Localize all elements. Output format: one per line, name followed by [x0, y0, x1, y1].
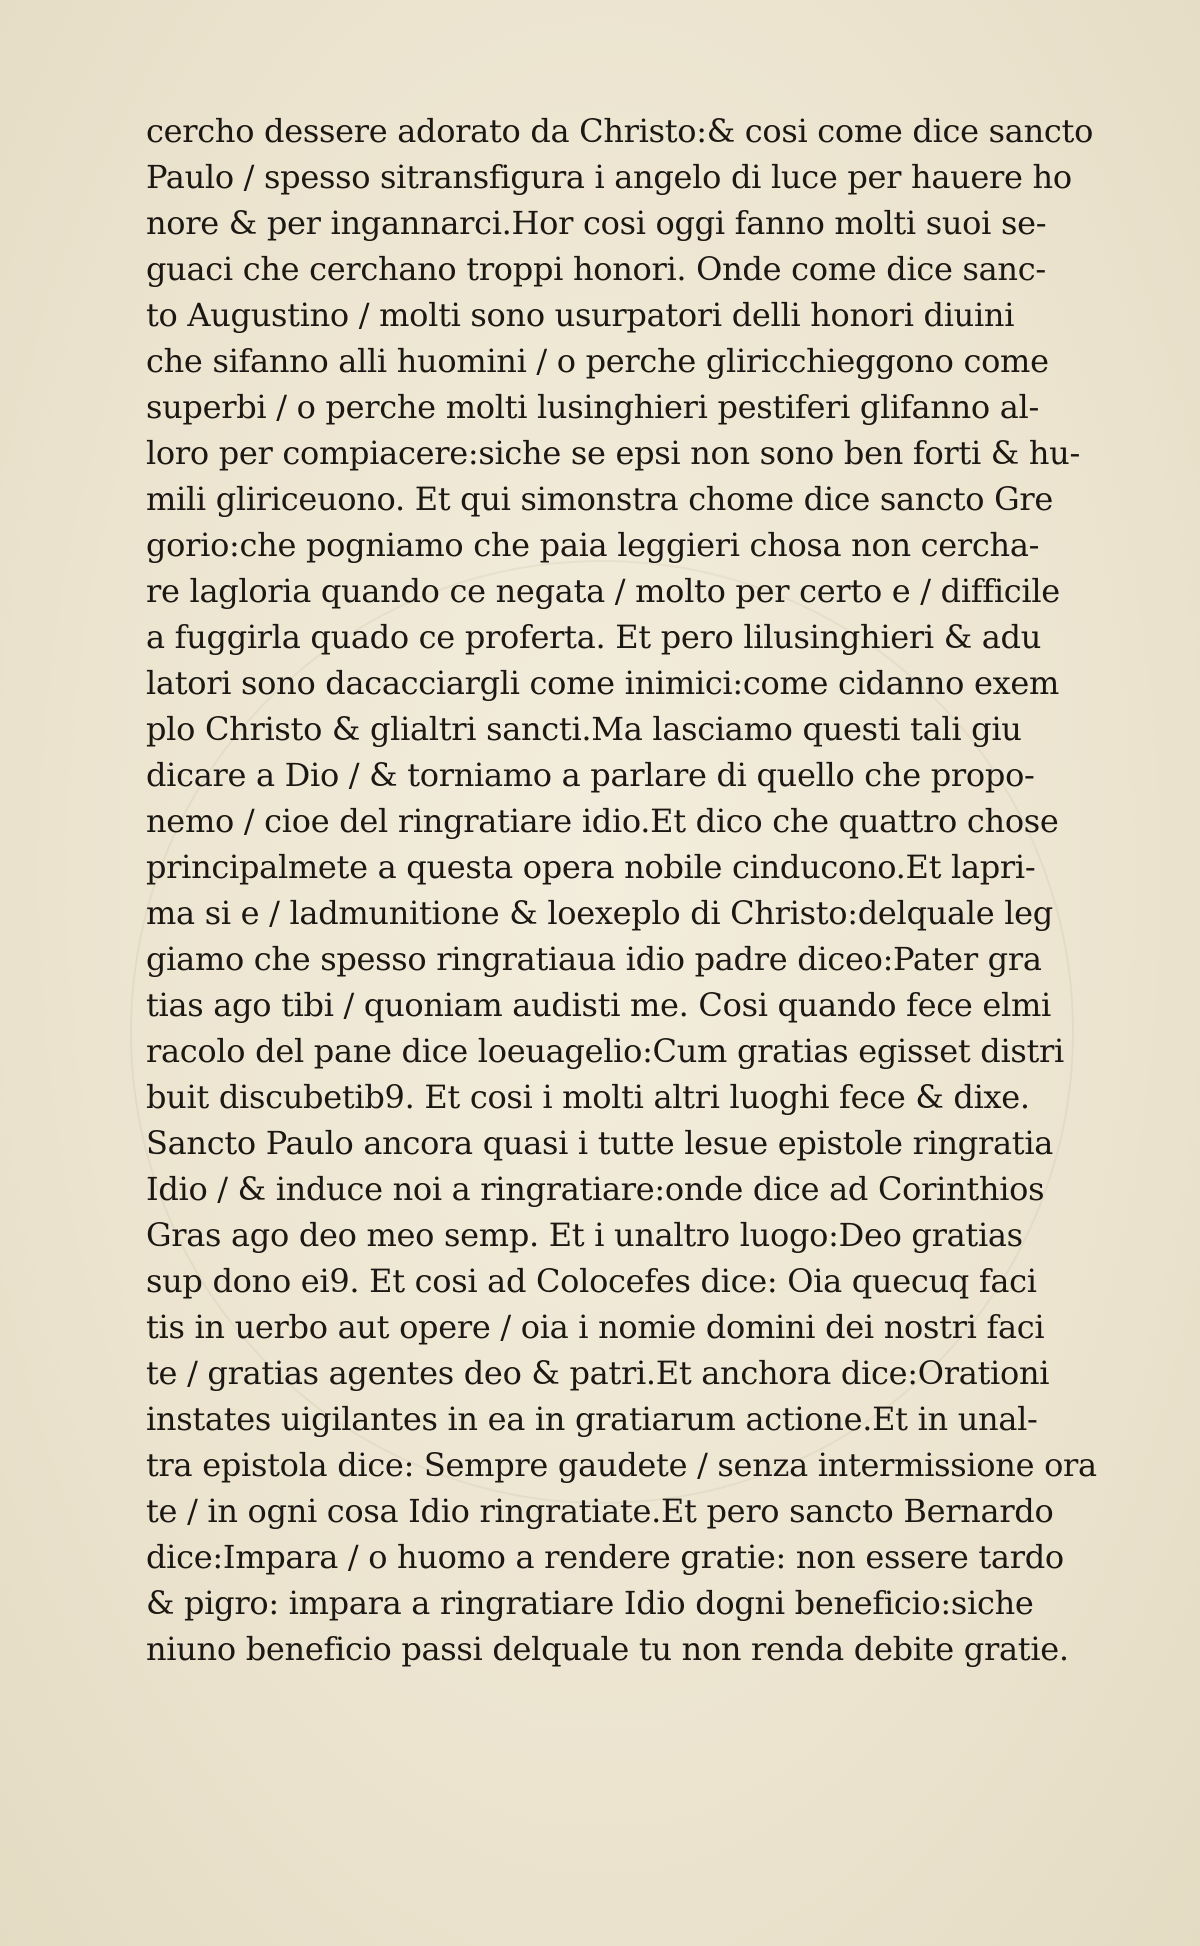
text-line: plo Christo & glialtri sancti.Ma lasciamo questi tali giu — [146, 710, 1022, 748]
text-line: te / in ogni cosa Idio ringratiate.Et pero sancto Bernardo — [146, 1492, 1054, 1530]
text-line: che sifanno alli huomini / o perche gliricchieggono come — [146, 342, 1049, 380]
text-line: re lagloria quando ce negata / molto per certo e / difficile — [146, 572, 1060, 610]
text-line: & pigro: impara a ringratiare Idio dogni beneficio:siche — [146, 1584, 1034, 1622]
text-line: nemo / cioe del ringratiare idio.Et dico che quattro chose — [146, 802, 1059, 840]
text-line: dicare a Dio / & torniamo a parlare di quello che propo- — [146, 756, 1035, 794]
text-line: gorio:che pogniamo che paia leggieri chosa non cercha- — [146, 526, 1040, 564]
text-line: nore & per ingannarci.Hor cosi oggi fanno molti suoi se- — [146, 204, 1047, 242]
text-line: cercho dessere adorato da Christo:& cosi come dice sancto — [146, 112, 1094, 150]
text-line: niuno beneficio passi delquale tu non renda debite gratie. — [146, 1630, 1069, 1668]
text-line: instates uigilantes in ea in gratiarum actione.Et in unal- — [146, 1400, 1038, 1438]
text-line: tias ago tibi / quoniam audisti me. Cosi quando fece elmi — [146, 986, 1051, 1024]
text-line: latori sono dacacciargli come inimici:come cidanno exem — [146, 664, 1060, 702]
text-line: racolo del pane dice loeuagelio:Cum gratias egisset distri — [146, 1032, 1064, 1070]
text-line: guaci che cerchano troppi honori. Onde come dice sanc- — [146, 250, 1046, 288]
text-line: Paulo / spesso sitransfigura i angelo di luce per hauere ho — [146, 158, 1072, 196]
text-line: Gras ago deo meo semp. Et i unaltro luogo:Deo gratias — [146, 1216, 1023, 1254]
text-line: sup dono ei9. Et cosi ad Colocefes dice: Oia quecuq faci — [146, 1262, 1037, 1300]
text-line: buit discubetib9. Et cosi i molti altri luoghi fece & dixe. — [146, 1078, 1030, 1116]
text-line: giamo che spesso ringratiaua idio padre diceo:Pater gra — [146, 940, 1042, 978]
text-line: te / gratias agentes deo & patri.Et anchora dice:Orationi — [146, 1354, 1050, 1392]
text-line: Sancto Paulo ancora quasi i tutte lesue epistole ringratia — [146, 1124, 1054, 1162]
text-line: superbi / o perche molti lusinghieri pestiferi glifanno al- — [146, 388, 1039, 426]
text-line: principalmete a questa opera nobile cinducono.Et lapri- — [146, 848, 1036, 886]
text-line: loro per compiacere:siche se epsi non sono ben forti & hu- — [146, 434, 1080, 472]
text-line: to Augustino / molti sono usurpatori delli honori diuini — [146, 296, 1015, 334]
text-line: a fuggirla quado ce proferta. Et pero lilusinghieri & adu — [146, 618, 1042, 656]
text-line: dice:Impara / o huomo a rendere gratie: non essere tardo — [146, 1538, 1064, 1576]
text-line: tra epistola dice: Sempre gaudete / senza intermissione ora — [146, 1446, 1097, 1484]
page-text-block — [146, 108, 1097, 1672]
text-line: ma si e / ladmunitione & loexeplo di Christo:delquale leg — [146, 894, 1053, 932]
text-line: mili gliriceuono. Et qui simonstra chome dice sancto Gre — [146, 480, 1054, 518]
text-line: Idio / & induce noi a ringratiare:onde dice ad Corinthios — [146, 1170, 1045, 1208]
text-line: tis in uerbo aut opere / oia i nomie domini dei nostri faci — [146, 1308, 1045, 1346]
